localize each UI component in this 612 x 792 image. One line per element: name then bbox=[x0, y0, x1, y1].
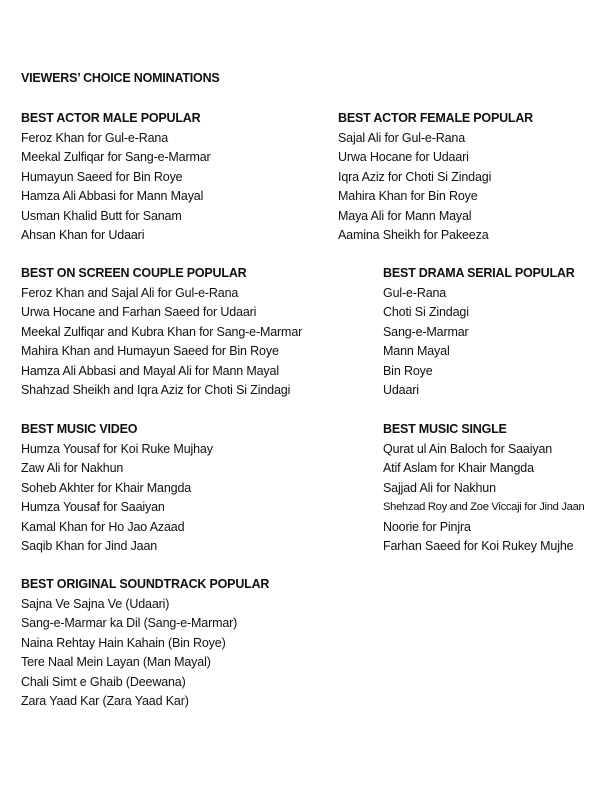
best-drama-section bbox=[383, 264, 575, 401]
best-actor-female-section bbox=[338, 109, 533, 246]
best-actor-male-section bbox=[21, 109, 211, 246]
nominee: Atif Aslam for Khair Mangda bbox=[383, 461, 534, 475]
nominee: Meekal Zulfiqar and Kubra Khan for Sang-e-Marmar bbox=[21, 324, 303, 339]
section-heading: BEST MUSIC VIDEO bbox=[21, 422, 138, 436]
nominee: Maya Ali for Mann Mayal bbox=[338, 208, 472, 223]
nominee: Sajna Ve Sajna Ve (Udaari) bbox=[21, 596, 170, 611]
nominee: Saqib Khan for Jind Jaan bbox=[21, 539, 158, 553]
nominee: Kamal Khan for Ho Jao Azaad bbox=[21, 519, 185, 534]
section-heading: BEST ACTOR FEMALE POPULAR bbox=[338, 111, 534, 125]
nominee: Mahira Khan for Bin Roye bbox=[338, 189, 478, 203]
nominee: Feroz Khan for Gul-e-Rana bbox=[21, 130, 169, 145]
nominee: Noorie for Pinjra bbox=[383, 519, 471, 534]
nominee: Chali Simt e Ghaib (Deewana) bbox=[21, 674, 186, 689]
nominee: Sang-e-Marmar bbox=[383, 324, 469, 339]
nominee: Usman Khalid Butt for Sanam bbox=[21, 208, 182, 223]
section-heading: BEST DRAMA SERIAL POPULAR bbox=[383, 266, 575, 280]
nominee: Farhan Saeed for Koi Rukey Mujhe bbox=[383, 539, 574, 553]
section-heading: BEST MUSIC SINGLE bbox=[383, 422, 507, 436]
nominee: Sang-e-Marmar ka Dil (Sang-e-Marmar) bbox=[21, 616, 238, 630]
nominee: Mann Mayal bbox=[383, 344, 450, 358]
section-heading: BEST ACTOR MALE POPULAR bbox=[21, 111, 201, 125]
nominee: Hamza Ali Abbasi and Mayal Ali for Mann Mayal bbox=[21, 363, 279, 378]
best-music-single-section bbox=[383, 420, 584, 557]
nominee: Aamina Sheikh for Pakeeza bbox=[338, 228, 489, 242]
nominee: Choti Si Zindagi bbox=[383, 305, 469, 319]
nominee: Urwa Hocane for Udaari bbox=[338, 150, 469, 164]
nominee: Bin Roye bbox=[383, 363, 433, 378]
section-heading: BEST ORIGINAL SOUNDTRACK POPULAR bbox=[21, 577, 270, 591]
nominee: Zara Yaad Kar (Zara Yaad Kar) bbox=[21, 694, 189, 708]
best-couple-section bbox=[21, 264, 302, 401]
nominee: Mahira Khan and Humayun Saeed for Bin Roye bbox=[21, 344, 279, 358]
nominee: Udaari bbox=[383, 383, 419, 397]
nominee: Gul-e-Rana bbox=[383, 285, 447, 300]
nominee: Humza Yousaf for Koi Ruke Mujhay bbox=[21, 441, 213, 456]
nominee: Ahsan Khan for Udaari bbox=[21, 228, 145, 242]
nominee: Shehzad Roy and Zoe Viccaji for Jind Jaan bbox=[383, 501, 585, 513]
best-ost-section bbox=[21, 575, 269, 712]
nominee: Humayun Saeed for Bin Roye bbox=[21, 169, 183, 184]
section-heading: BEST ON SCREEN COUPLE POPULAR bbox=[21, 266, 247, 280]
nominee: Urwa Hocane and Farhan Saeed for Udaari bbox=[21, 305, 257, 319]
page-title: VIEWERS’ CHOICE NOMINATIONS bbox=[21, 71, 220, 85]
best-music-video-section bbox=[21, 420, 213, 557]
nominee: Sajal Ali for Gul-e-Rana bbox=[338, 130, 466, 145]
nominee: Qurat ul Ain Baloch for Saaiyan bbox=[383, 441, 553, 456]
nominee: Iqra Aziz for Choti Si Zindagi bbox=[338, 169, 492, 184]
nominee: Meekal Zulfiqar for Sang-e-Marmar bbox=[21, 150, 211, 164]
nominee: Naina Rehtay Hain Kahain (Bin Roye) bbox=[21, 635, 226, 650]
nominee: Shahzad Sheikh and Iqra Aziz for Choti Si Zindagi bbox=[21, 383, 291, 397]
nominee: Humza Yousaf for Saaiyan bbox=[21, 500, 165, 514]
nominee: Tere Naal Mein Layan (Man Mayal) bbox=[21, 655, 211, 669]
nominee: Hamza Ali Abbasi for Mann Mayal bbox=[21, 189, 204, 203]
nominee: Soheb Akhter for Khair Mangda bbox=[21, 480, 192, 495]
nominee: Zaw Ali for Nakhun bbox=[21, 461, 124, 475]
nominee: Feroz Khan and Sajal Ali for Gul-e-Rana bbox=[21, 285, 239, 300]
nominee: Sajjad Ali for Nakhun bbox=[383, 480, 496, 495]
